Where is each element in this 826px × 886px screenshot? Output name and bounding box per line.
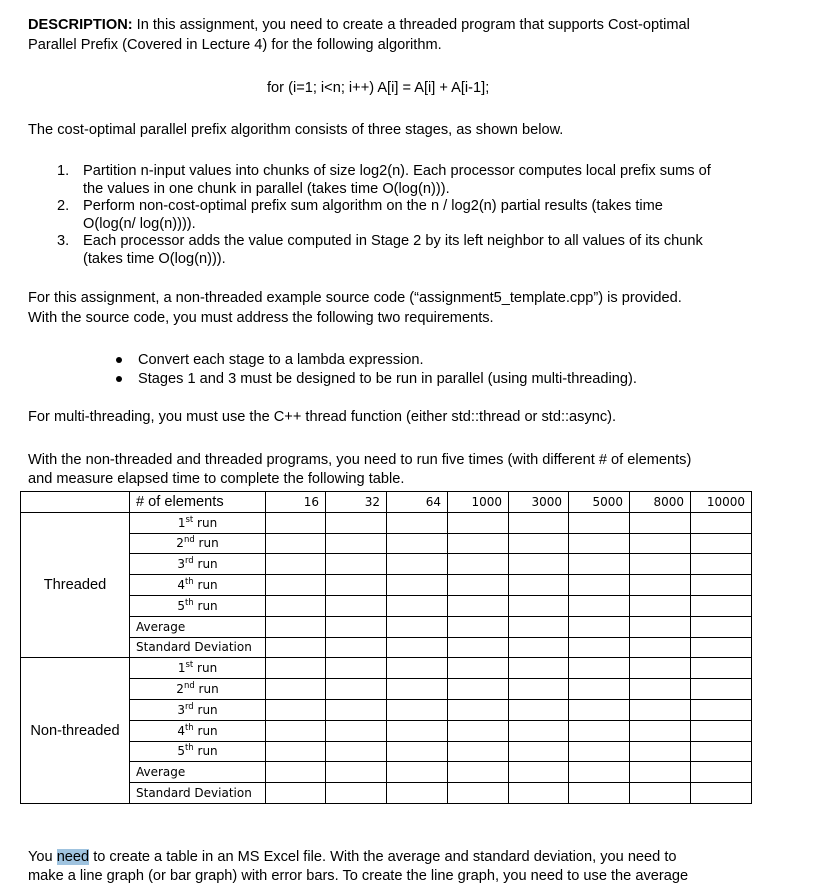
value-cell[interactable] [387, 533, 448, 554]
run-label [130, 699, 266, 720]
value-cell[interactable] [387, 554, 448, 575]
value-cell[interactable] [630, 554, 691, 575]
table-row [21, 575, 752, 596]
value-cell[interactable] [387, 720, 448, 741]
value-cell[interactable] [569, 762, 630, 783]
value-cell[interactable] [569, 575, 630, 596]
value-cell[interactable] [266, 554, 326, 575]
value-cell[interactable] [509, 575, 569, 596]
value-cell[interactable] [509, 533, 569, 554]
value-cell[interactable] [387, 699, 448, 720]
description-text: In this assignment, you need to create a threaded program that supports Cost-optimal [132, 17, 690, 33]
stage-number: 2. [57, 198, 70, 214]
value-cell[interactable] [266, 679, 326, 700]
value-cell[interactable] [509, 554, 569, 575]
value-cell[interactable] [387, 637, 448, 658]
value-cell[interactable] [266, 512, 326, 533]
stage-2-line-2: O(log(n/ log(n)))). [83, 216, 196, 232]
multithreading-note: For multi-threading, you must use the C++ thread function (either std::thread or std::async). [28, 409, 617, 425]
requirement-2: Stages 1 and 3 must be designed to be run in parallel (using multi-threading). [138, 371, 637, 387]
value-cell[interactable] [266, 637, 326, 658]
run-number: 4 [177, 723, 185, 738]
value-cell[interactable] [448, 699, 509, 720]
value-cell[interactable] [326, 699, 387, 720]
stage-3-line-1: Each processor adds the value computed in Stage 2 by its left neighbor to all values of its chunk [83, 233, 703, 249]
run-label [130, 575, 266, 596]
value-cell[interactable] [266, 658, 326, 679]
value-cell[interactable] [569, 616, 630, 637]
stage-2-line-1: Perform non-cost-optimal prefix sum algorithm on the n / log2(n) partial results (takes time [83, 198, 663, 214]
value-cell[interactable] [691, 658, 752, 679]
value-cell[interactable] [691, 533, 752, 554]
run-label [130, 533, 266, 554]
run-ordinal: th [184, 577, 194, 588]
elements-header: # of elements [130, 492, 266, 513]
run-ordinal: st [185, 514, 194, 525]
value-cell[interactable] [448, 783, 509, 804]
table-row [21, 762, 752, 783]
value-cell[interactable] [691, 595, 752, 616]
value-cell[interactable] [266, 741, 326, 762]
stddev-label: Standard Deviation [130, 783, 266, 804]
stage-number: 1. [57, 163, 70, 179]
value-cell[interactable] [569, 679, 630, 700]
value-cell[interactable] [387, 616, 448, 637]
table-row [21, 512, 752, 533]
run-suffix: run [194, 536, 219, 551]
value-cell[interactable] [387, 575, 448, 596]
run-ordinal: st [185, 660, 194, 671]
value-cell[interactable] [448, 679, 509, 700]
value-cell[interactable] [387, 762, 448, 783]
value-cell[interactable] [266, 720, 326, 741]
table-row [21, 616, 752, 637]
run-suffix: run [193, 557, 218, 572]
run-number: 2 [176, 536, 184, 551]
value-cell[interactable] [448, 554, 509, 575]
run-suffix: run [193, 702, 218, 717]
value-cell[interactable] [691, 699, 752, 720]
value-cell[interactable] [326, 783, 387, 804]
run-ordinal: nd [183, 681, 195, 692]
value-cell[interactable] [630, 533, 691, 554]
value-cell[interactable] [448, 637, 509, 658]
value-cell[interactable] [387, 783, 448, 804]
run-suffix: run [193, 661, 218, 676]
value-cell[interactable] [387, 512, 448, 533]
value-cell[interactable] [326, 512, 387, 533]
timing-table [20, 491, 752, 804]
value-cell[interactable] [691, 637, 752, 658]
value-cell[interactable] [326, 679, 387, 700]
value-cell[interactable] [691, 783, 752, 804]
value-cell[interactable] [266, 783, 326, 804]
table-row [21, 741, 752, 762]
table-row [21, 658, 752, 679]
run-ordinal: th [184, 743, 194, 754]
value-cell[interactable] [448, 720, 509, 741]
run-ordinal: nd [183, 535, 195, 546]
value-cell[interactable] [509, 595, 569, 616]
value-cell[interactable] [326, 762, 387, 783]
run-number: 1 [177, 661, 186, 676]
value-cell[interactable] [569, 741, 630, 762]
value-cell[interactable] [509, 783, 569, 804]
value-cell[interactable] [387, 679, 448, 700]
value-cell[interactable] [630, 637, 691, 658]
run-label [130, 679, 266, 700]
value-cell[interactable] [448, 595, 509, 616]
table-row [21, 595, 752, 616]
value-cell[interactable] [569, 720, 630, 741]
assignment-para-line-2: With the source code, you must address the following two requirements. [28, 310, 494, 326]
value-cell[interactable] [569, 595, 630, 616]
run-label [130, 658, 266, 679]
value-cell[interactable] [266, 575, 326, 596]
value-cell[interactable] [448, 616, 509, 637]
value-cell[interactable] [448, 512, 509, 533]
stages-intro: The cost-optimal parallel prefix algorithm consists of three stages, as shown below. [28, 122, 564, 138]
value-cell[interactable] [630, 575, 691, 596]
run-suffix: run [193, 723, 218, 738]
stddev-label: Standard Deviation [130, 637, 266, 658]
value-cell[interactable] [569, 783, 630, 804]
value-cell[interactable] [691, 741, 752, 762]
column-header: 32 [326, 492, 387, 513]
value-cell[interactable] [569, 512, 630, 533]
value-cell[interactable] [266, 616, 326, 637]
value-cell[interactable] [509, 616, 569, 637]
value-cell[interactable] [387, 741, 448, 762]
table-row [21, 637, 752, 658]
run-number: 3 [177, 557, 185, 572]
stage-number: 3. [57, 233, 70, 249]
empty-cell [21, 492, 130, 513]
stage-1-line-1: Partition n-input values into chunks of size log2(n). Each processor computes local prefix sums of [83, 163, 711, 179]
run-suffix: run [194, 682, 219, 697]
value-cell[interactable] [387, 595, 448, 616]
value-cell[interactable] [266, 699, 326, 720]
table-row [21, 679, 752, 700]
value-cell[interactable] [509, 637, 569, 658]
value-cell[interactable] [448, 741, 509, 762]
run-ordinal: th [184, 722, 194, 733]
average-label: Average [130, 762, 266, 783]
value-cell[interactable] [691, 720, 752, 741]
value-cell[interactable] [509, 699, 569, 720]
bullet-icon [116, 376, 122, 382]
run-label [130, 512, 266, 533]
run-number: 5 [177, 598, 185, 613]
run-label [130, 554, 266, 575]
value-cell[interactable] [630, 762, 691, 783]
run-number: 5 [177, 744, 185, 759]
run-number: 2 [176, 682, 184, 697]
value-cell[interactable] [630, 595, 691, 616]
table-row [21, 720, 752, 741]
value-cell[interactable] [387, 658, 448, 679]
value-cell[interactable] [448, 533, 509, 554]
run-label [130, 720, 266, 741]
value-cell[interactable] [691, 512, 752, 533]
run-label [130, 595, 266, 616]
column-header: 64 [387, 492, 448, 513]
value-cell[interactable] [326, 575, 387, 596]
run-suffix: run [193, 744, 218, 759]
value-cell[interactable] [509, 679, 569, 700]
value-cell[interactable] [630, 783, 691, 804]
value-cell[interactable] [509, 512, 569, 533]
table-intro-line-1: With the non-threaded and threaded programs, you need to run five times (with different # of elements) [28, 452, 692, 468]
table-header-row [21, 492, 752, 513]
value-cell[interactable] [569, 699, 630, 720]
run-ordinal: rd [184, 556, 194, 567]
table-row [21, 699, 752, 720]
value-cell[interactable] [569, 533, 630, 554]
value-cell[interactable] [266, 595, 326, 616]
run-number: 3 [177, 702, 185, 717]
value-cell[interactable] [569, 658, 630, 679]
value-cell[interactable] [691, 679, 752, 700]
stage-1-line-2: the values in one chunk in parallel (takes time O(log(n))). [83, 181, 450, 197]
value-cell[interactable] [326, 533, 387, 554]
run-label [130, 741, 266, 762]
value-cell[interactable] [630, 720, 691, 741]
table-row [21, 533, 752, 554]
value-cell[interactable] [569, 554, 630, 575]
run-suffix: run [193, 578, 218, 593]
value-cell[interactable] [326, 554, 387, 575]
value-cell[interactable] [509, 762, 569, 783]
value-cell[interactable] [630, 699, 691, 720]
value-cell[interactable] [630, 512, 691, 533]
run-ordinal: th [184, 597, 194, 608]
group-label: Threaded [21, 512, 130, 658]
value-cell[interactable] [630, 658, 691, 679]
closing-text: You [28, 849, 57, 865]
highlighted-word[interactable]: need [56, 849, 90, 865]
closing-line-2: make a line graph (or bar graph) with error bars. To create the line graph, you need to use the average [28, 868, 689, 884]
algorithm-code: for (i=1; i<n; i++) A[i] = A[i] + A[i-1]; [267, 80, 490, 96]
table-row [21, 783, 752, 804]
table-row [21, 554, 752, 575]
run-number: 4 [177, 578, 185, 593]
column-header: 16 [266, 492, 326, 513]
value-cell[interactable] [569, 637, 630, 658]
value-cell[interactable] [326, 741, 387, 762]
description-label: DESCRIPTION: [28, 17, 133, 33]
value-cell[interactable] [326, 658, 387, 679]
value-cell[interactable] [326, 637, 387, 658]
column-header: 3000 [509, 492, 569, 513]
run-ordinal: rd [184, 701, 194, 712]
value-cell[interactable] [448, 658, 509, 679]
value-cell[interactable] [691, 762, 752, 783]
requirement-1: Convert each stage to a lambda expression. [138, 352, 424, 368]
assignment-para-line-1: For this assignment, a non-threaded example source code (“assignment5_template.cpp”) is provided. [28, 290, 682, 306]
value-cell[interactable] [448, 762, 509, 783]
bullet-icon [116, 357, 122, 363]
closing-line-1 [28, 848, 677, 866]
value-cell[interactable] [266, 533, 326, 554]
run-suffix: run [193, 515, 218, 530]
description-line-1 [28, 16, 690, 34]
value-cell[interactable] [691, 616, 752, 637]
closing-text: to create a table in an MS Excel file. With the average and standard deviation, you need to [89, 849, 677, 865]
table-intro-line-2: and measure elapsed time to complete the following table. [28, 471, 405, 487]
value-cell[interactable] [691, 554, 752, 575]
value-cell[interactable] [266, 762, 326, 783]
average-label: Average [130, 616, 266, 637]
value-cell[interactable] [448, 575, 509, 596]
value-cell[interactable] [630, 741, 691, 762]
value-cell[interactable] [509, 741, 569, 762]
run-number: 1 [177, 515, 186, 530]
group-label: Non-threaded [21, 658, 130, 804]
value-cell[interactable] [691, 575, 752, 596]
value-cell[interactable] [630, 679, 691, 700]
description-line-2: Parallel Prefix (Covered in Lecture 4) for the following algorithm. [28, 37, 442, 53]
column-header: 1000 [448, 492, 509, 513]
column-header: 8000 [630, 492, 691, 513]
column-header: 10000 [691, 492, 752, 513]
value-cell[interactable] [630, 616, 691, 637]
run-suffix: run [193, 598, 218, 613]
value-cell[interactable] [326, 595, 387, 616]
value-cell[interactable] [326, 720, 387, 741]
value-cell[interactable] [509, 658, 569, 679]
value-cell[interactable] [326, 616, 387, 637]
stage-3-line-2: (takes time O(log(n))). [83, 251, 226, 267]
value-cell[interactable] [509, 720, 569, 741]
column-header: 5000 [569, 492, 630, 513]
